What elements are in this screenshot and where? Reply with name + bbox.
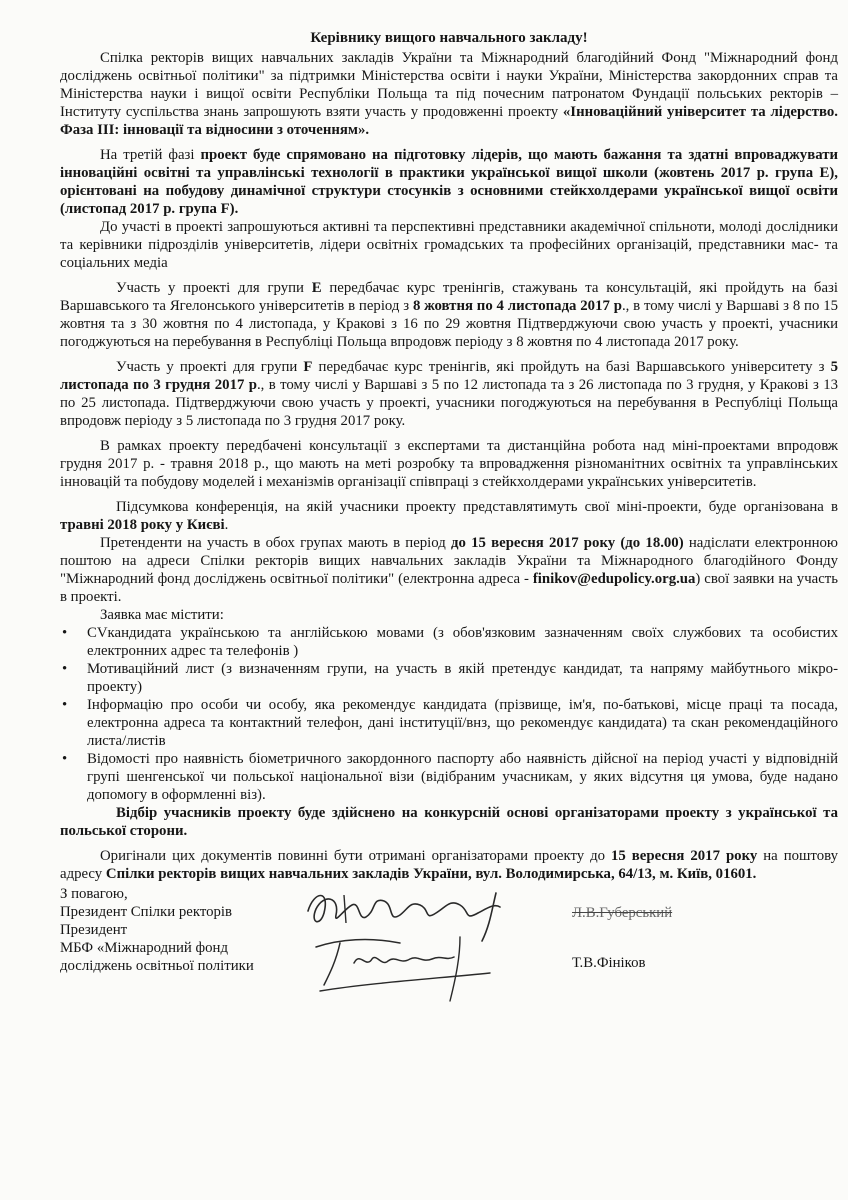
paragraph-group-e: Участь у проекті для групи E передбачає курс тренінгів, стажувань та консультацій, які пройдуть на базі Варшавського та Ягелонського університетів в період з 8 жовтня по 4 листопада 2017 р., в тому числі у Варшаві з 8 по 15 жовтня та з 30 жовтня по 4 листопада, у Кракові з 16 по 29 жовтня Підтверджуючи свою участь у проекті, учасники погоджуються на перебування в Республіці Польща впродовж періоду з 8 жовтня по 4 листопада 2017 року. (60, 280, 838, 350)
paragraph-selection: Відбір учасників проекту буде здійснено на конкурсній основі організаторами проекту з української та польської сторони. (60, 805, 838, 839)
signatory-titles: З повагою, Президент Спілки ректорів Президент МБФ «Міжнародний фонд досліджень освітньої політики (60, 886, 254, 974)
signatory-name-2: Т.В.Фініков (572, 955, 646, 971)
paragraph-intro: Спілка ректорів вищих навчальних закладів України та Міжнародний благодійний Фонд "Міжнародний фонд досліджень освітньої політики" за підтримки Міністерства освіти і науки України, Міністерства закордонних справ та Міністерства науки і вищої освіти Республіки Польща та під почесним патронатом Фундації польських ректорів – Інституту суспільства знань запрошують взяти участь у продовженні проекту «Інноваційний університет та лідерство. Фаза III: інновації та відносини з оточенням». (60, 50, 838, 138)
handwritten-signature-2 (310, 933, 500, 1003)
paragraph-originals: Оригінали цих документів повинні бути отримані організаторами проекту до 15 вересня 2017 року на поштову адресу Спілки ректорів вищих навчальних закладів України, вул. Володимирська, 64/13, м. Київ, 01601. (60, 848, 838, 882)
list-item: • Відомості про наявність біометричного закордонного паспорту або наявність дійсної на період участі у відповідній групі шенгенської чи польської національної візи (відібраним учасникам, у яких відсутня ця умова, буде надано допомогу в оформленні віз). (62, 751, 838, 803)
letter-title: Керівнику вищого навчального закладу! (310, 30, 588, 46)
list-item: • Інформацію про особи чи особу, яка рекомендує кандидата (прізвище, ім'я, по-батькові, місце праці та посада, електронна адреса та контактний телефон, дані інституції/внз, що рекомендує кандидата) та скан рекомендаційного листа/листів (62, 697, 838, 749)
paragraph-phase-three: На третій фазі проект буде спрямовано на підготовку лідерів, що мають бажання та здатні впроваджувати інноваційні освітні та управлінські технології в практики української вищої школи (жовтень 2017 р. група E), орієнтовані на побудову динамічної структури стосунків з основними стейкхолдерами української вищої освіти (листопад 2017 р. група F). (60, 147, 838, 217)
bullet-icon: • (62, 697, 68, 713)
bullet-icon: • (62, 625, 68, 641)
signature-block (60, 885, 838, 1005)
paragraph-group-f: Участь у проекті для групи F передбачає курс тренінгів, які пройдуть на базі Варшавського університету з 5 листопада по 3 грудня 2017 р., в тому числі у Варшаві з 5 по 12 листопада та з 26 листопада по 3 грудня, у Кракові з 13 по 25 листопада. Підтверджуючи свою участь у проекті, учасники погоджуються на перебування в Республіці Польща впродовж періоду з 5 листопада по 3 грудня 2017 року. (60, 359, 838, 429)
paragraph-deadline: Претенденти на участь в обох групах мають в період до 15 вересня 2017 року (до 18.00) надіслати електронною поштою на адреси Спілки ректорів вищих навчальних закладів України та Міжнародного благодійного Фонду "Міжнародний фонд досліджень освітньої політики" (електронна адреса - finikov@edupolicy.org.ua) свої заявки на участь в проекті. (60, 535, 838, 605)
paragraph-consultations: В рамках проекту передбачені консультації з експертами та дистанційна робота над міні-проектами впродовж грудня 2017 р. - травня 2018 р., що мають на меті розробку та впровадження різноманітних освітніх та управлінських інновацій та побудову моделей і механізмів організації співпраці з стейкхолдерами українських університетів. (60, 438, 838, 490)
paragraph-application-contents: Заявка має містити: (100, 607, 224, 623)
signatory-name-1: Л.В.Губерський (572, 905, 673, 921)
bullet-icon: • (62, 751, 68, 767)
email-link[interactable]: finikov@edupolicy.org.ua (532, 571, 696, 587)
paragraph-invited: До участі в проекті запрошуються активні та перспективні представники академічної спільноти, молоді дослідники та керівники підрозділів університетів, лідери освітніх громадських та професійних організацій, представники мас- та соціальних медіа (60, 219, 838, 271)
requirements-list (58, 624, 838, 804)
paragraph-conference: Підсумкова конференція, на якій учасники проекту представлятимуть свої міні-проекти, буде організована в травні 2018 року у Києві. (60, 499, 838, 533)
list-item: • Мотиваційний лист (з визначенням групи, на участь в якій претендує кандидат, та напряму майбутнього мікро-проекту) (62, 661, 838, 695)
bullet-icon: • (62, 661, 68, 677)
list-item: • CVкандидата українською та англійською мовами (з обов'язковим зазначенням своїх службових та особистих електронних адрес та телефонів ) (62, 625, 838, 659)
